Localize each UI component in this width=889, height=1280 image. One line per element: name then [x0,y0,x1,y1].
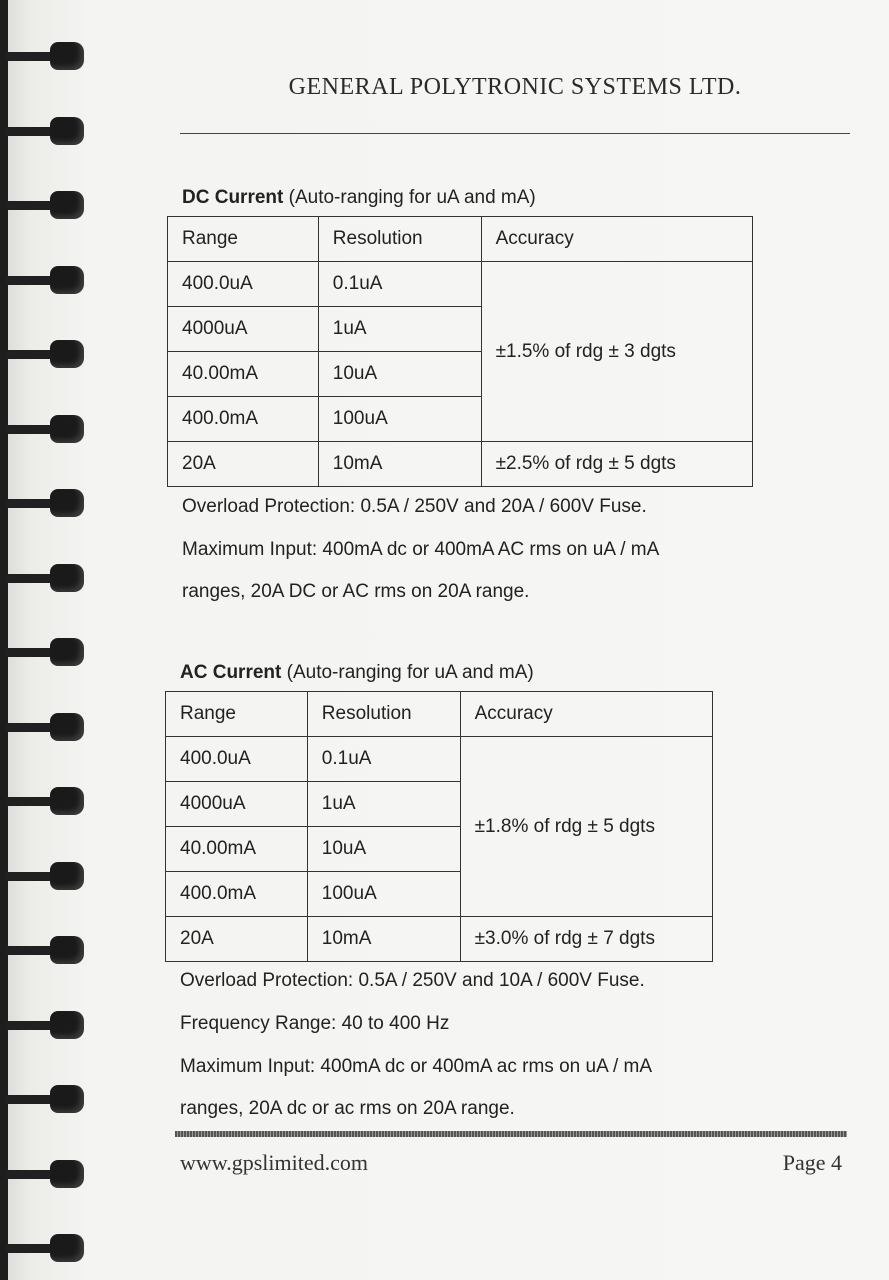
range-cell: 400.0mA [166,872,308,917]
range-cell: 40.00mA [168,352,319,397]
range-cell: 20A [166,917,308,962]
binding-ring [6,1011,82,1039]
ac-current-table [165,691,713,962]
dc-current-title-bold: DC Current [182,187,284,208]
accuracy-cell: ±1.8% of rdg ± 5 dgts [460,737,712,917]
ac-max-input-note: Maximum Input: 400mA dc or 400mA ac rms on uA / mA [180,1056,653,1077]
footer-website: www.gpslimited.com [180,1150,368,1175]
ac-overload-note: Overload Protection: 0.5A / 250V and 10A / 600V Fuse. [180,970,645,991]
footer-divider [175,1131,847,1137]
footer-page-number: Page 4 [782,1150,842,1175]
accuracy-cell: ±2.5% of rdg ± 5 dgts [481,442,752,487]
binding-ring [6,936,82,964]
header-divider [180,133,850,134]
binding-ring [6,42,82,70]
binding-ring [6,340,82,368]
dc-overload-note: Overload Protection: 0.5A / 250V and 20A / 600V Fuse. [182,496,647,517]
table-row [166,737,713,782]
binding-ring [6,489,82,517]
dc-current-title-rest: (Auto-ranging for uA and mA) [283,187,536,208]
table-row [168,262,753,307]
header-range: Range [166,692,308,737]
table-row [166,917,713,962]
range-cell: 4000uA [166,782,308,827]
binding-ring [6,117,82,145]
table-row [168,442,753,487]
binding-ring [6,1234,82,1262]
binding-ring [6,862,82,890]
header-resolution: Resolution [307,692,460,737]
resolution-cell: 10mA [307,917,460,962]
range-cell: 20A [168,442,319,487]
ac-frequency-note: Frequency Range: 40 to 400 Hz [180,1013,450,1034]
binding-ring [6,191,82,219]
dc-current-table [167,216,753,487]
ac-current-title-bold: AC Current [180,662,282,683]
range-cell: 400.0uA [168,262,319,307]
resolution-cell: 1uA [318,307,481,352]
company-title: GENERAL POLYTRONIC SYSTEMS LTD. [288,74,742,100]
binding-ring [6,713,82,741]
dc-max-input-note: Maximum Input: 400mA dc or 400mA AC rms on uA / mA [182,539,660,560]
table-header-row [168,217,753,262]
ac-current-title [180,662,534,684]
binding-ring [6,638,82,666]
header-accuracy: Accuracy [460,692,712,737]
table-header-row [166,692,713,737]
resolution-cell: 10mA [318,442,481,487]
resolution-cell: 10uA [318,352,481,397]
ac-current-title-rest: (Auto-ranging for uA and mA) [281,662,534,683]
resolution-cell: 10uA [307,827,460,872]
dc-current-title [182,187,536,209]
binding-ring [6,1160,82,1188]
dc-max-input-note-cont: ranges, 20A DC or AC rms on 20A range. [182,581,530,602]
header-accuracy: Accuracy [481,217,752,262]
binding-ring [6,787,82,815]
ac-max-input-note-cont: ranges, 20A dc or ac rms on 20A range. [180,1098,515,1119]
range-cell: 4000uA [168,307,319,352]
range-cell: 400.0uA [166,737,308,782]
resolution-cell: 0.1uA [318,262,481,307]
resolution-cell: 1uA [307,782,460,827]
accuracy-cell: ±1.5% of rdg ± 3 dgts [481,262,752,442]
resolution-cell: 100uA [318,397,481,442]
resolution-cell: 0.1uA [307,737,460,782]
header-resolution: Resolution [318,217,481,262]
binding-ring [6,1085,82,1113]
range-cell: 400.0mA [168,397,319,442]
binding-ring [6,266,82,294]
binding-ring [6,564,82,592]
accuracy-cell: ±3.0% of rdg ± 7 dgts [460,917,712,962]
binding-ring [6,415,82,443]
range-cell: 40.00mA [166,827,308,872]
header-range: Range [168,217,319,262]
resolution-cell: 100uA [307,872,460,917]
